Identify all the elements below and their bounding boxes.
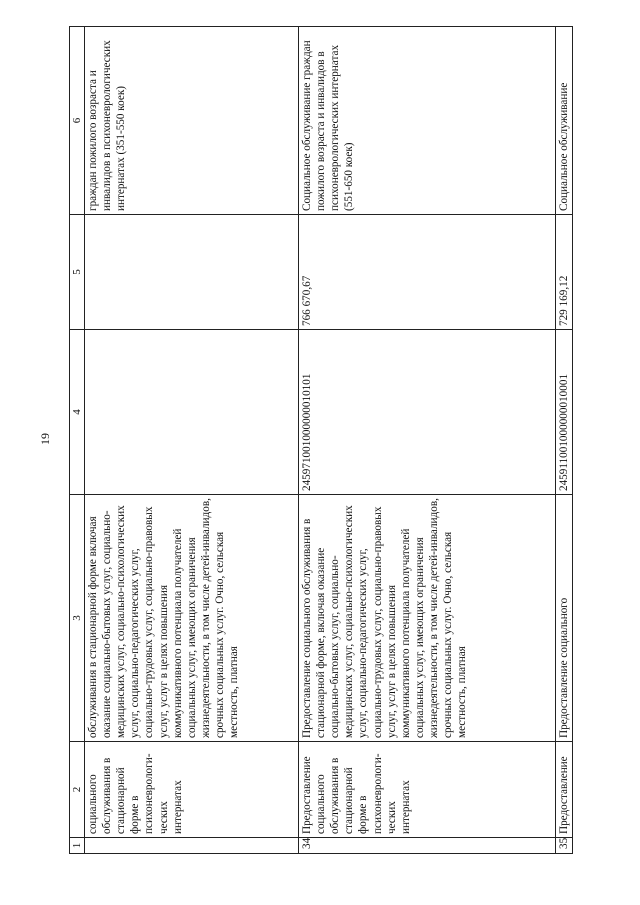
rotated-table-sheet bbox=[69, 27, 595, 854]
header-col-3: 3 bbox=[70, 495, 85, 742]
header-col-2: 2 bbox=[70, 742, 85, 838]
row-number: 35 bbox=[556, 838, 573, 854]
service-group: Социальное обслуживание bbox=[556, 27, 573, 215]
amount: 729 169,12 bbox=[556, 215, 573, 330]
table-row bbox=[85, 27, 299, 854]
table-row bbox=[556, 27, 573, 854]
service-group: граждан пожилого возраста и инвалидов в психоневрологических интернатах (351-550 коек) bbox=[85, 27, 299, 215]
registry-code: 245911001000000010001 bbox=[556, 330, 573, 495]
service-name: Предоставление социального обслуживания в стационарной форме в психоневрологи-ческих интернатах bbox=[299, 742, 556, 838]
registry-code: 24597100100000001010​1 bbox=[299, 330, 556, 495]
service-name: Предоставление bbox=[556, 742, 573, 838]
table-row bbox=[299, 27, 556, 854]
header-row bbox=[70, 27, 85, 854]
page-number: 19 bbox=[38, 433, 52, 445]
row-number bbox=[85, 838, 299, 854]
service-content: Предоставление социального обслуживания в стационарной форме, включая оказание социально-бытовых услуг, социально-медицинских услуг, социально-психологических услуг, социально-педагогических услуг, социально-трудовых услуг, социально-правовых услуг, услуг в целях повышения коммуникативного потенциала получателей социальных услуг, имеющих ограничения жизнедеятельности, в том числе детей-инвалидов, срочных социальных услуг. Очно, сельская местность, платная bbox=[299, 495, 556, 742]
amount: 766 670,67 bbox=[299, 215, 556, 330]
header-col-1: 1 bbox=[70, 838, 85, 854]
amount bbox=[85, 215, 299, 330]
header-col-4: 4 bbox=[70, 330, 85, 495]
service-content: Предоставление социального bbox=[556, 495, 573, 742]
service-name: социального обслуживания в стационарной форме в психоневрологи-ческих интернатах bbox=[85, 742, 299, 838]
header-col-6: 6 bbox=[70, 27, 85, 215]
registry-code bbox=[85, 330, 299, 495]
row-number: 34 bbox=[299, 838, 556, 854]
service-content: обслуживания в стационарной форме включая оказание социально-бытовых услуг, социально-медицинских услуг, социально-психологических услуг, социально-педагогических услуг, социально-трудовых услуг, социально-правовых услуг, услуг в целях повышения коммуникативного потенциала получателей социальных услуг, имеющих ограничения жизнедеятельности, в том числе детей-инвалидов, срочных социальных услуг. Очно, сельская местность, платная bbox=[85, 495, 299, 742]
service-group: Социальное обслуживание граждан пожилого возраста и инвалидов в психоневрологических интернатах (551-650 коек) bbox=[299, 27, 556, 215]
services-table bbox=[69, 26, 573, 854]
header-col-5: 5 bbox=[70, 215, 85, 330]
